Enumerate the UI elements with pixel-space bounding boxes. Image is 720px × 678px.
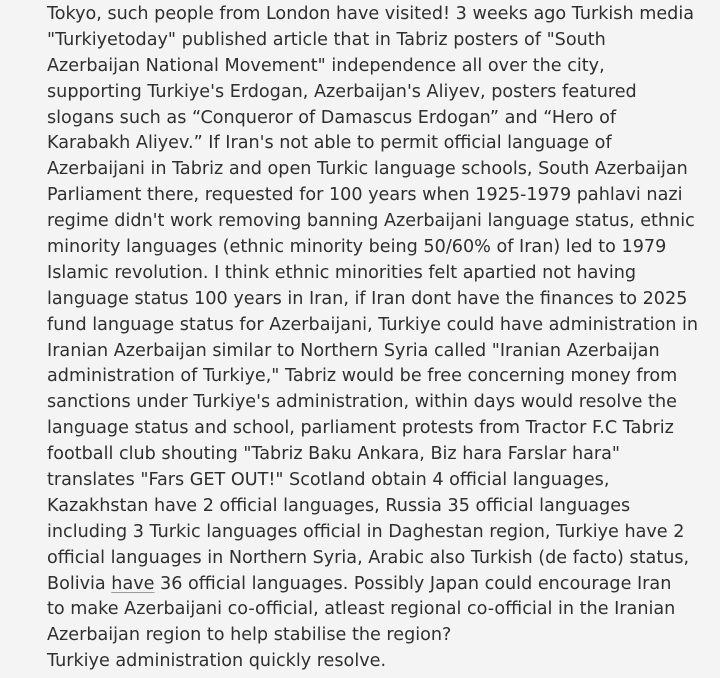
text-line: regime didn't work removing banning Azerbaijani language status, ethnic (47, 211, 695, 232)
text-line-bolivia (47, 572, 712, 598)
text-line: language status 100 years in Iran, if Iran dont have the finances to 2025 (47, 288, 688, 309)
text-line: Azerbaijan National Movement" independence all over the city, (47, 55, 605, 76)
text-line: Tokyo, such people from London have visited! 3 weeks ago Turkish media (47, 4, 694, 24)
text-line: sanctions under Turkiye's administration, within days would resolve the (47, 392, 677, 413)
text-line: Kazakhstan have 2 official languages, Russia 35 official languages (47, 495, 631, 516)
text-line: to make Azerbaijani co-official, atleast regional co-official in the Iranian (47, 599, 676, 620)
text-line: Iranian Azerbaijan similar to Northern Syria called "Iranian Azerbaijan (47, 340, 660, 361)
text-line: official languages in Northern Syria, Arabic also Turkish (de facto) status, (47, 547, 690, 568)
text-line: Azerbaijani in Tabriz and open Turkic language schools, South Azerbaijan (47, 159, 688, 180)
text-line: Azerbaijan region to help stabilise the region? (47, 625, 452, 646)
text-line: translates "Fars GET OUT!" Scotland obtain 4 official languages, (47, 470, 610, 491)
text-line: slogans such as “Conqueror of Damascus Erdogan” and “Hero of (47, 107, 617, 128)
text-line: Turkiye administration quickly resolve. (47, 651, 387, 672)
text-line: language status and school, parliament protests from Tractor F.C Tabriz (47, 418, 674, 439)
text-line: Islamic revolution. I think ethnic minorities felt apartied not having (47, 262, 637, 283)
note-text-body[interactable] (47, 2, 712, 675)
text-line: "Turkiyetoday" published article that in Tabriz posters of "South (47, 29, 606, 50)
text-line: including 3 Turkic languages official in Daghestan region, Turkiye have 2 (47, 521, 685, 542)
text-line: supporting Turkiye's Erdogan, Azerbaijan's Aliyev, posters featured (47, 81, 637, 102)
text-segment: 36 official languages. Possibly Japan could encourage Iran (154, 573, 672, 594)
text-segment: Bolivia (47, 573, 112, 594)
text-line: administration of Turkiye," Tabriz would be free concerning money from (47, 366, 678, 387)
text-line: minority languages (ethnic minority being 50/60% of Iran) led to 1979 (47, 237, 667, 258)
text-line: football club shouting "Tabriz Baku Ankara, Biz hara Farslar hara" (47, 444, 620, 465)
text-line: Parliament there, requested for 100 years when 1925-1979 pahlavi nazi (47, 185, 683, 206)
text-line: fund language status for Azerbaijani, Turkiye could have administration in (47, 314, 699, 335)
text-line: Karabakh Aliyev.” If Iran's not able to permit official language of (47, 133, 612, 154)
spellcheck-underlined-word[interactable]: have (111, 573, 155, 594)
